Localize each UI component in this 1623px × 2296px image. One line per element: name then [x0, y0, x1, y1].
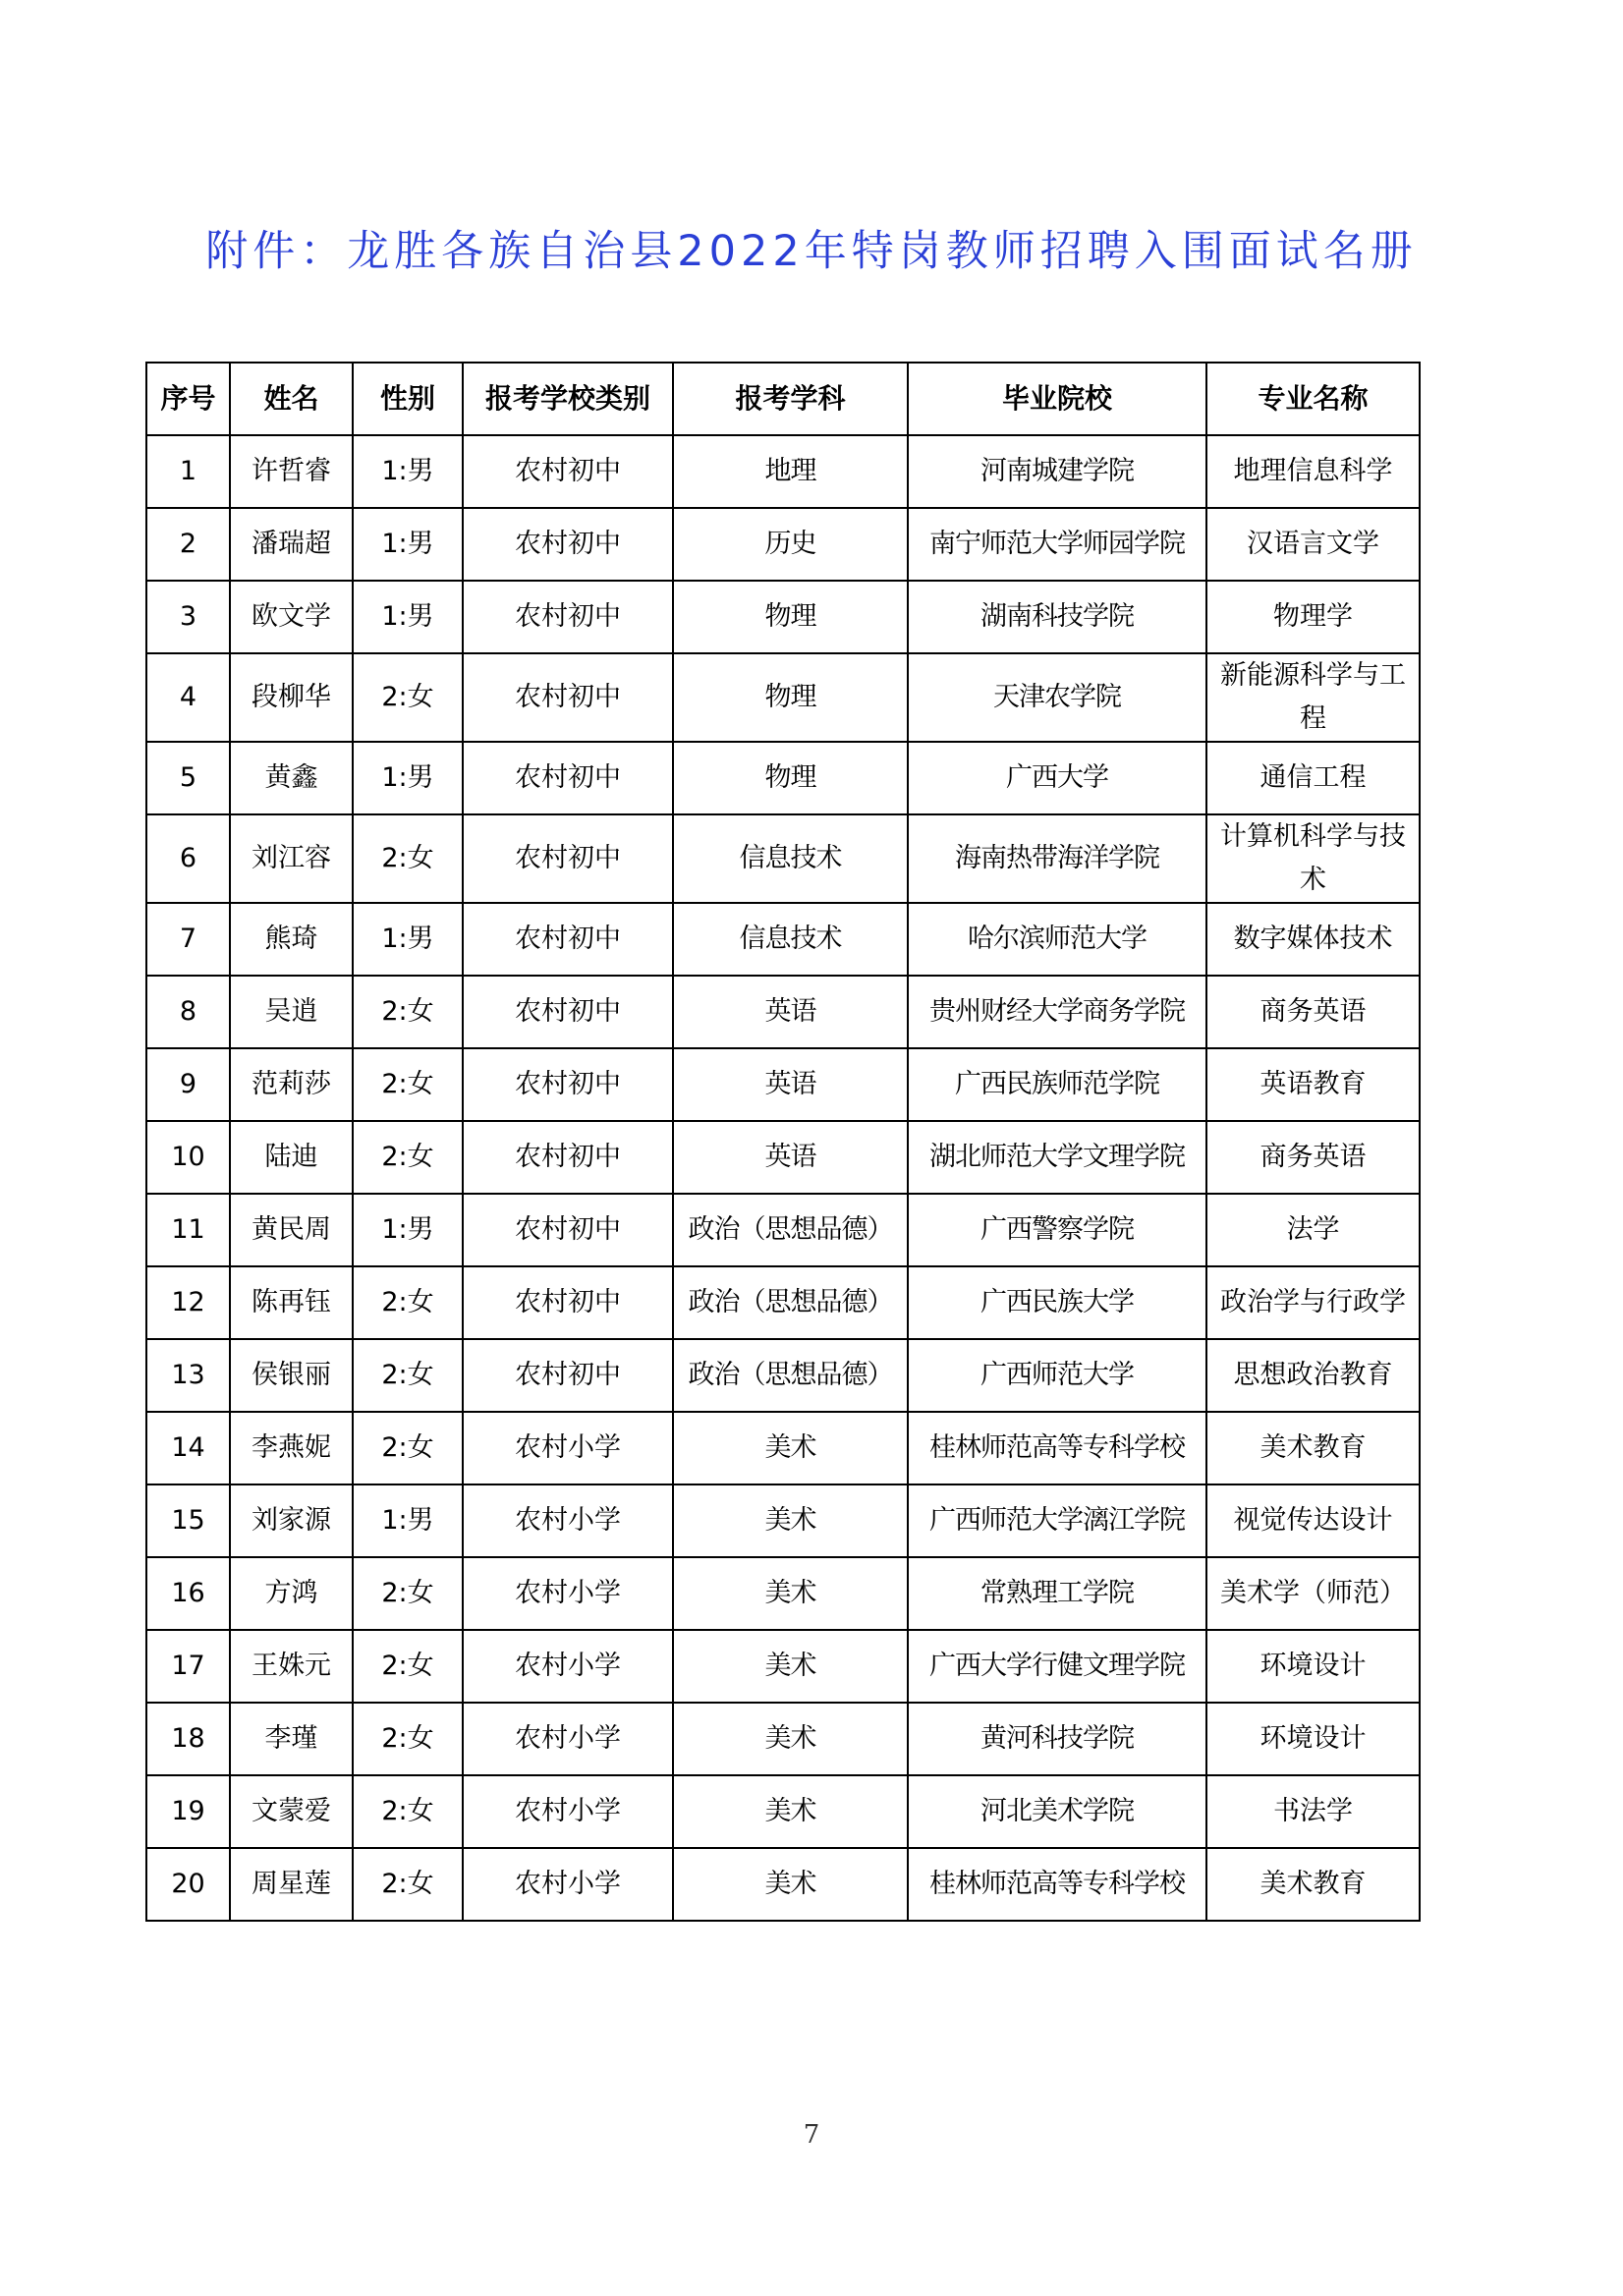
cell-subject: 英语: [673, 1048, 908, 1121]
table-row: [146, 653, 1420, 742]
header-index: 序号: [146, 363, 230, 435]
header-major: 专业名称: [1206, 363, 1420, 435]
cell-gender: 1:男: [353, 1484, 463, 1557]
cell-name: 段柳华: [230, 653, 353, 742]
cell-gender: 2:女: [353, 976, 463, 1048]
header-school-type: 报考学校类别: [463, 363, 673, 435]
cell-school-type: 农村小学: [463, 1703, 673, 1775]
cell-subject: 信息技术: [673, 903, 908, 976]
cell-name: 王姝元: [230, 1630, 353, 1703]
cell-subject: 政治（思想品德）: [673, 1339, 908, 1412]
cell-name: 吴逍: [230, 976, 353, 1048]
cell-index: 11: [146, 1194, 230, 1266]
cell-subject: 信息技术: [673, 814, 908, 903]
cell-gender: 1:男: [353, 508, 463, 581]
table-row: [146, 1630, 1420, 1703]
cell-graduate-school: 常熟理工学院: [908, 1557, 1206, 1630]
table-row: [146, 1048, 1420, 1121]
cell-school-type: 农村初中: [463, 581, 673, 653]
cell-school-type: 农村初中: [463, 1121, 673, 1194]
cell-graduate-school: 河南城建学院: [908, 435, 1206, 508]
cell-graduate-school: 广西警察学院: [908, 1194, 1206, 1266]
cell-graduate-school: 海南热带海洋学院: [908, 814, 1206, 903]
cell-gender: 2:女: [353, 1339, 463, 1412]
cell-gender: 1:男: [353, 742, 463, 814]
cell-index: 19: [146, 1775, 230, 1848]
cell-school-type: 农村初中: [463, 508, 673, 581]
cell-school-type: 农村小学: [463, 1484, 673, 1557]
cell-graduate-school: 黄河科技学院: [908, 1703, 1206, 1775]
cell-index: 12: [146, 1266, 230, 1339]
cell-school-type: 农村初中: [463, 742, 673, 814]
cell-gender: 1:男: [353, 435, 463, 508]
cell-school-type: 农村初中: [463, 976, 673, 1048]
cell-major: 商务英语: [1206, 976, 1420, 1048]
table-row: [146, 581, 1420, 653]
table-row: [146, 1339, 1420, 1412]
cell-major: 新能源科学与工程: [1206, 653, 1420, 742]
cell-major: 法学: [1206, 1194, 1420, 1266]
cell-graduate-school: 天津农学院: [908, 653, 1206, 742]
cell-school-type: 农村初中: [463, 903, 673, 976]
cell-graduate-school: 桂林师范高等专科学校: [908, 1412, 1206, 1484]
cell-subject: 地理: [673, 435, 908, 508]
cell-graduate-school: 桂林师范高等专科学校: [908, 1848, 1206, 1921]
cell-subject: 历史: [673, 508, 908, 581]
cell-index: 18: [146, 1703, 230, 1775]
cell-index: 2: [146, 508, 230, 581]
cell-index: 8: [146, 976, 230, 1048]
table-row: [146, 1848, 1420, 1921]
cell-subject: 美术: [673, 1412, 908, 1484]
cell-school-type: 农村初中: [463, 1048, 673, 1121]
cell-subject: 物理: [673, 742, 908, 814]
cell-name: 潘瑞超: [230, 508, 353, 581]
cell-index: 7: [146, 903, 230, 976]
document-title: 附件：龙胜各族自治县2022年特岗教师招聘入围面试名册: [205, 227, 1418, 276]
cell-major: 物理学: [1206, 581, 1420, 653]
cell-name: 李瑾: [230, 1703, 353, 1775]
cell-subject: 物理: [673, 653, 908, 742]
table-body: [146, 435, 1420, 1921]
cell-gender: 1:男: [353, 1194, 463, 1266]
table-row: [146, 903, 1420, 976]
cell-school-type: 农村小学: [463, 1557, 673, 1630]
cell-major: 政治学与行政学: [1206, 1266, 1420, 1339]
cell-school-type: 农村小学: [463, 1775, 673, 1848]
table-row: [146, 976, 1420, 1048]
table-row: [146, 1557, 1420, 1630]
cell-name: 黄民周: [230, 1194, 353, 1266]
cell-index: 9: [146, 1048, 230, 1121]
table-row: [146, 1266, 1420, 1339]
cell-name: 刘江容: [230, 814, 353, 903]
cell-major: 美术教育: [1206, 1412, 1420, 1484]
cell-gender: 2:女: [353, 1557, 463, 1630]
cell-school-type: 农村小学: [463, 1412, 673, 1484]
cell-name: 方鸿: [230, 1557, 353, 1630]
cell-major: 视觉传达设计: [1206, 1484, 1420, 1557]
table-row: [146, 1121, 1420, 1194]
table-row: [146, 814, 1420, 903]
cell-school-type: 农村初中: [463, 814, 673, 903]
cell-major: 书法学: [1206, 1775, 1420, 1848]
cell-name: 陆迪: [230, 1121, 353, 1194]
cell-name: 刘家源: [230, 1484, 353, 1557]
header-gender: 性别: [353, 363, 463, 435]
cell-index: 15: [146, 1484, 230, 1557]
cell-graduate-school: 河北美术学院: [908, 1775, 1206, 1848]
cell-school-type: 农村初中: [463, 435, 673, 508]
cell-gender: 2:女: [353, 1630, 463, 1703]
cell-index: 14: [146, 1412, 230, 1484]
cell-name: 侯银丽: [230, 1339, 353, 1412]
cell-subject: 美术: [673, 1848, 908, 1921]
cell-graduate-school: 广西民族大学: [908, 1266, 1206, 1339]
cell-major: 思想政治教育: [1206, 1339, 1420, 1412]
cell-school-type: 农村小学: [463, 1630, 673, 1703]
cell-name: 文蒙爱: [230, 1775, 353, 1848]
cell-graduate-school: 湖南科技学院: [908, 581, 1206, 653]
header-name: 姓名: [230, 363, 353, 435]
cell-graduate-school: 广西大学: [908, 742, 1206, 814]
cell-subject: 美术: [673, 1557, 908, 1630]
cell-gender: 2:女: [353, 1121, 463, 1194]
cell-graduate-school: 湖北师范大学文理学院: [908, 1121, 1206, 1194]
cell-index: 20: [146, 1848, 230, 1921]
cell-major: 地理信息科学: [1206, 435, 1420, 508]
cell-gender: 2:女: [353, 814, 463, 903]
cell-gender: 2:女: [353, 1412, 463, 1484]
cell-graduate-school: 广西师范大学: [908, 1339, 1206, 1412]
header-row: [146, 363, 1420, 435]
table-header: [146, 363, 1420, 435]
cell-subject: 美术: [673, 1630, 908, 1703]
table-row: [146, 742, 1420, 814]
cell-gender: 1:男: [353, 903, 463, 976]
cell-gender: 1:男: [353, 581, 463, 653]
cell-subject: 政治（思想品德）: [673, 1194, 908, 1266]
cell-major: 美术教育: [1206, 1848, 1420, 1921]
cell-gender: 2:女: [353, 1775, 463, 1848]
cell-subject: 美术: [673, 1484, 908, 1557]
cell-subject: 英语: [673, 1121, 908, 1194]
cell-gender: 2:女: [353, 653, 463, 742]
cell-major: 环境设计: [1206, 1630, 1420, 1703]
cell-index: 5: [146, 742, 230, 814]
interview-roster-table: [145, 362, 1421, 1922]
cell-subject: 物理: [673, 581, 908, 653]
cell-graduate-school: 广西民族师范学院: [908, 1048, 1206, 1121]
table-row: [146, 1412, 1420, 1484]
cell-name: 欧文学: [230, 581, 353, 653]
cell-school-type: 农村初中: [463, 1194, 673, 1266]
cell-school-type: 农村初中: [463, 653, 673, 742]
table-row: [146, 1194, 1420, 1266]
cell-graduate-school: 哈尔滨师范大学: [908, 903, 1206, 976]
cell-school-type: 农村初中: [463, 1266, 673, 1339]
cell-major: 计算机科学与技术: [1206, 814, 1420, 903]
cell-gender: 2:女: [353, 1703, 463, 1775]
cell-school-type: 农村初中: [463, 1339, 673, 1412]
cell-major: 数字媒体技术: [1206, 903, 1420, 976]
cell-subject: 美术: [673, 1703, 908, 1775]
cell-index: 4: [146, 653, 230, 742]
cell-major: 英语教育: [1206, 1048, 1420, 1121]
cell-name: 周星莲: [230, 1848, 353, 1921]
cell-major: 美术学（师范）: [1206, 1557, 1420, 1630]
cell-graduate-school: 贵州财经大学商务学院: [908, 976, 1206, 1048]
cell-name: 李燕妮: [230, 1412, 353, 1484]
cell-index: 1: [146, 435, 230, 508]
header-graduate-school: 毕业院校: [908, 363, 1206, 435]
cell-index: 16: [146, 1557, 230, 1630]
table-row: [146, 435, 1420, 508]
cell-major: 通信工程: [1206, 742, 1420, 814]
cell-index: 6: [146, 814, 230, 903]
header-subject: 报考学科: [673, 363, 908, 435]
cell-name: 熊琦: [230, 903, 353, 976]
cell-index: 10: [146, 1121, 230, 1194]
cell-name: 黄鑫: [230, 742, 353, 814]
cell-subject: 政治（思想品德）: [673, 1266, 908, 1339]
cell-major: 商务英语: [1206, 1121, 1420, 1194]
table-row: [146, 1703, 1420, 1775]
cell-name: 陈再钰: [230, 1266, 353, 1339]
cell-index: 17: [146, 1630, 230, 1703]
cell-name: 范莉莎: [230, 1048, 353, 1121]
cell-gender: 2:女: [353, 1848, 463, 1921]
cell-subject: 美术: [673, 1775, 908, 1848]
cell-gender: 2:女: [353, 1048, 463, 1121]
cell-index: 13: [146, 1339, 230, 1412]
cell-index: 3: [146, 581, 230, 653]
table-row: [146, 508, 1420, 581]
cell-gender: 2:女: [353, 1266, 463, 1339]
cell-name: 许哲睿: [230, 435, 353, 508]
cell-major: 汉语言文学: [1206, 508, 1420, 581]
cell-subject: 英语: [673, 976, 908, 1048]
page-number: 7: [803, 2120, 820, 2150]
cell-graduate-school: 广西大学行健文理学院: [908, 1630, 1206, 1703]
cell-major: 环境设计: [1206, 1703, 1420, 1775]
table-row: [146, 1775, 1420, 1848]
cell-graduate-school: 广西师范大学漓江学院: [908, 1484, 1206, 1557]
cell-school-type: 农村小学: [463, 1848, 673, 1921]
cell-graduate-school: 南宁师范大学师园学院: [908, 508, 1206, 581]
table-row: [146, 1484, 1420, 1557]
